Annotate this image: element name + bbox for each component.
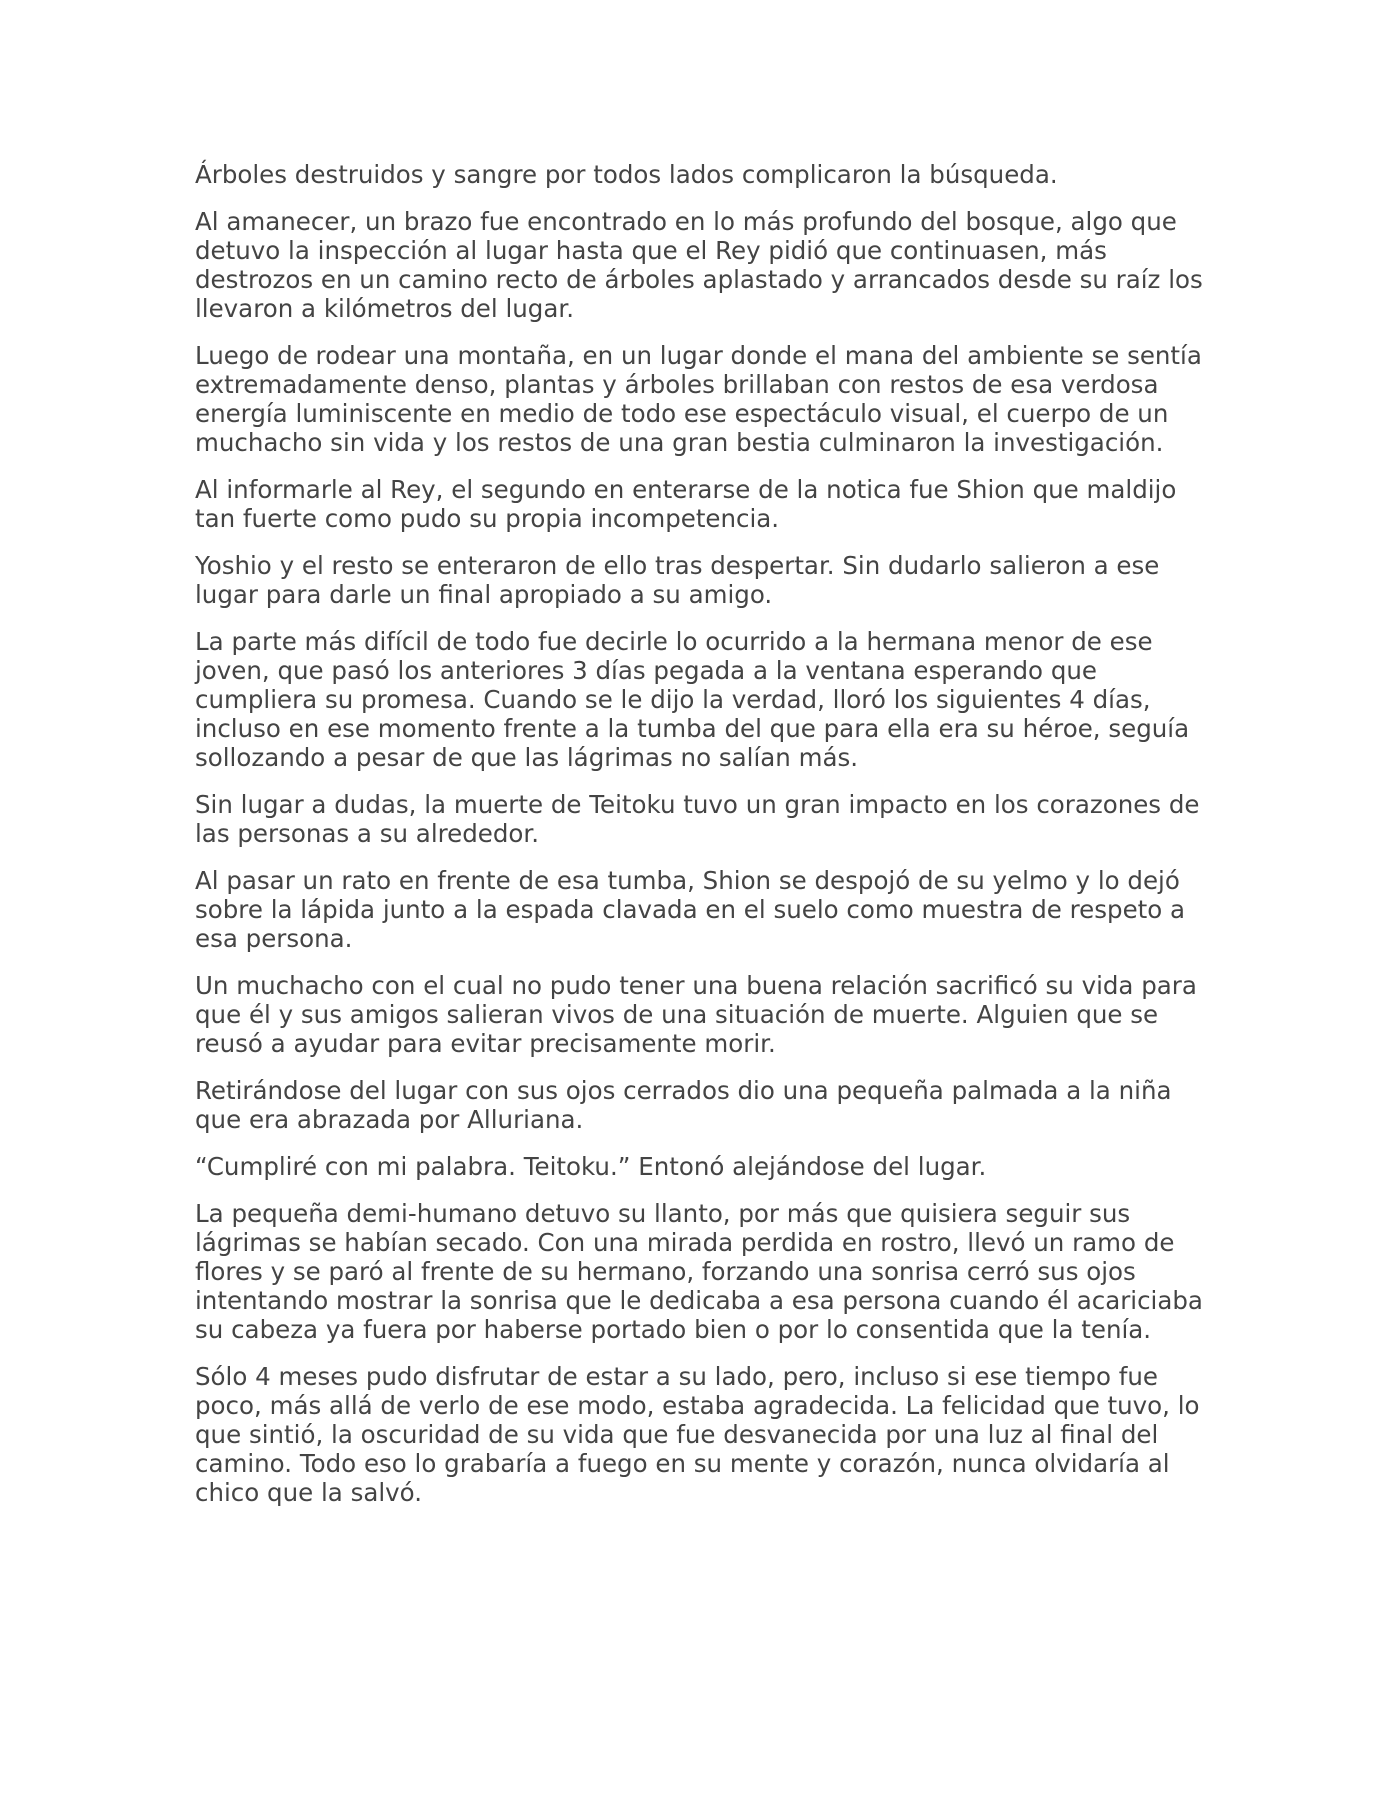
paragraph: “Cumpliré con mi palabra. Teitoku.” Entonó alejándose del lugar. — [195, 1152, 987, 1181]
document-body — [195, 160, 1210, 1525]
paragraph: Árboles destruidos y sangre por todos lados complicaron la búsqueda. — [195, 160, 1058, 189]
paragraph: Retirándose del lugar con sus ojos cerrados dio una pequeña palmada a la niña que era abrazada por Alluriana. — [195, 1076, 1172, 1134]
paragraph: Yoshio y el resto se enteraron de ello tras despertar. Sin dudarlo salieron a ese lugar para darle un final apropiado a su amigo. — [195, 551, 1160, 609]
paragraph: La parte más difícil de todo fue decirle lo ocurrido a la hermana menor de ese joven, que pasó los anteriores 3 días pegada a la ventana esperando que cumpliera su promesa. Cuando se le dijo la verdad, lloró los siguientes 4 días, incluso en ese momento frente a la tumba del que para ella era su héroe, seguía sollozando a pesar de que las lágrimas no salían más. — [195, 627, 1190, 772]
paragraph: La pequeña demi-humano detuvo su llanto, por más que quisiera seguir sus lágrimas se habían secado. Con una mirada perdida en rostro, llevó un ramo de flores y se paró al frente de su hermano, forzando una sonrisa cerró sus ojos intentando mostrar la sonrisa que le dedicaba a esa persona cuando él acariciaba su cabeza ya fuera por haberse portado bien o por lo consentida que la tenía. — [195, 1199, 1203, 1344]
paragraph: Al amanecer, un brazo fue encontrado en lo más profundo del bosque, algo que detuvo la inspección al lugar hasta que el Rey pidió que continuasen, más destrozos en un camino recto de árboles aplastado y arrancados desde su raíz los llevaron a kilómetros del lugar. — [195, 207, 1203, 323]
paragraph: Luego de rodear una montaña, en un lugar donde el mana del ambiente se sentía extremadamente denso, plantas y árboles brillaban con restos de esa verdosa energía luminiscente en medio de todo ese espectáculo visual, el cuerpo de un muchacho sin vida y los restos de una gran bestia culminaron la investigación. — [195, 341, 1202, 457]
paragraph: Sin lugar a dudas, la muerte de Teitoku tuvo un gran impacto en los corazones de las personas a su alrededor. — [195, 790, 1200, 848]
paragraph: Sólo 4 meses pudo disfrutar de estar a su lado, pero, incluso si ese tiempo fue poco, más allá de verlo de ese modo, estaba agradecida. La felicidad que tuvo, lo que sintió, la oscuridad de su vida que fue desvanecida por una luz al final del camino. Todo eso lo grabaría a fuego en su mente y corazón, nunca olvidaría al chico que la salvó. — [195, 1362, 1200, 1507]
paragraph: Al pasar un rato en frente de esa tumba, Shion se despojó de su yelmo y lo dejó sobre la lápida junto a la espada clavada en el suelo como muestra de respeto a esa persona. — [195, 866, 1186, 953]
paragraph: Un muchacho con el cual no pudo tener una buena relación sacrificó su vida para que él y sus amigos salieran vivos de una situación de muerte. Alguien que se reusó a ayudar para evitar precisamente morir. — [195, 971, 1197, 1058]
paragraph: Al informarle al Rey, el segundo en enterarse de la notica fue Shion que maldijo tan fuerte como pudo su propia incompetencia. — [195, 475, 1177, 533]
